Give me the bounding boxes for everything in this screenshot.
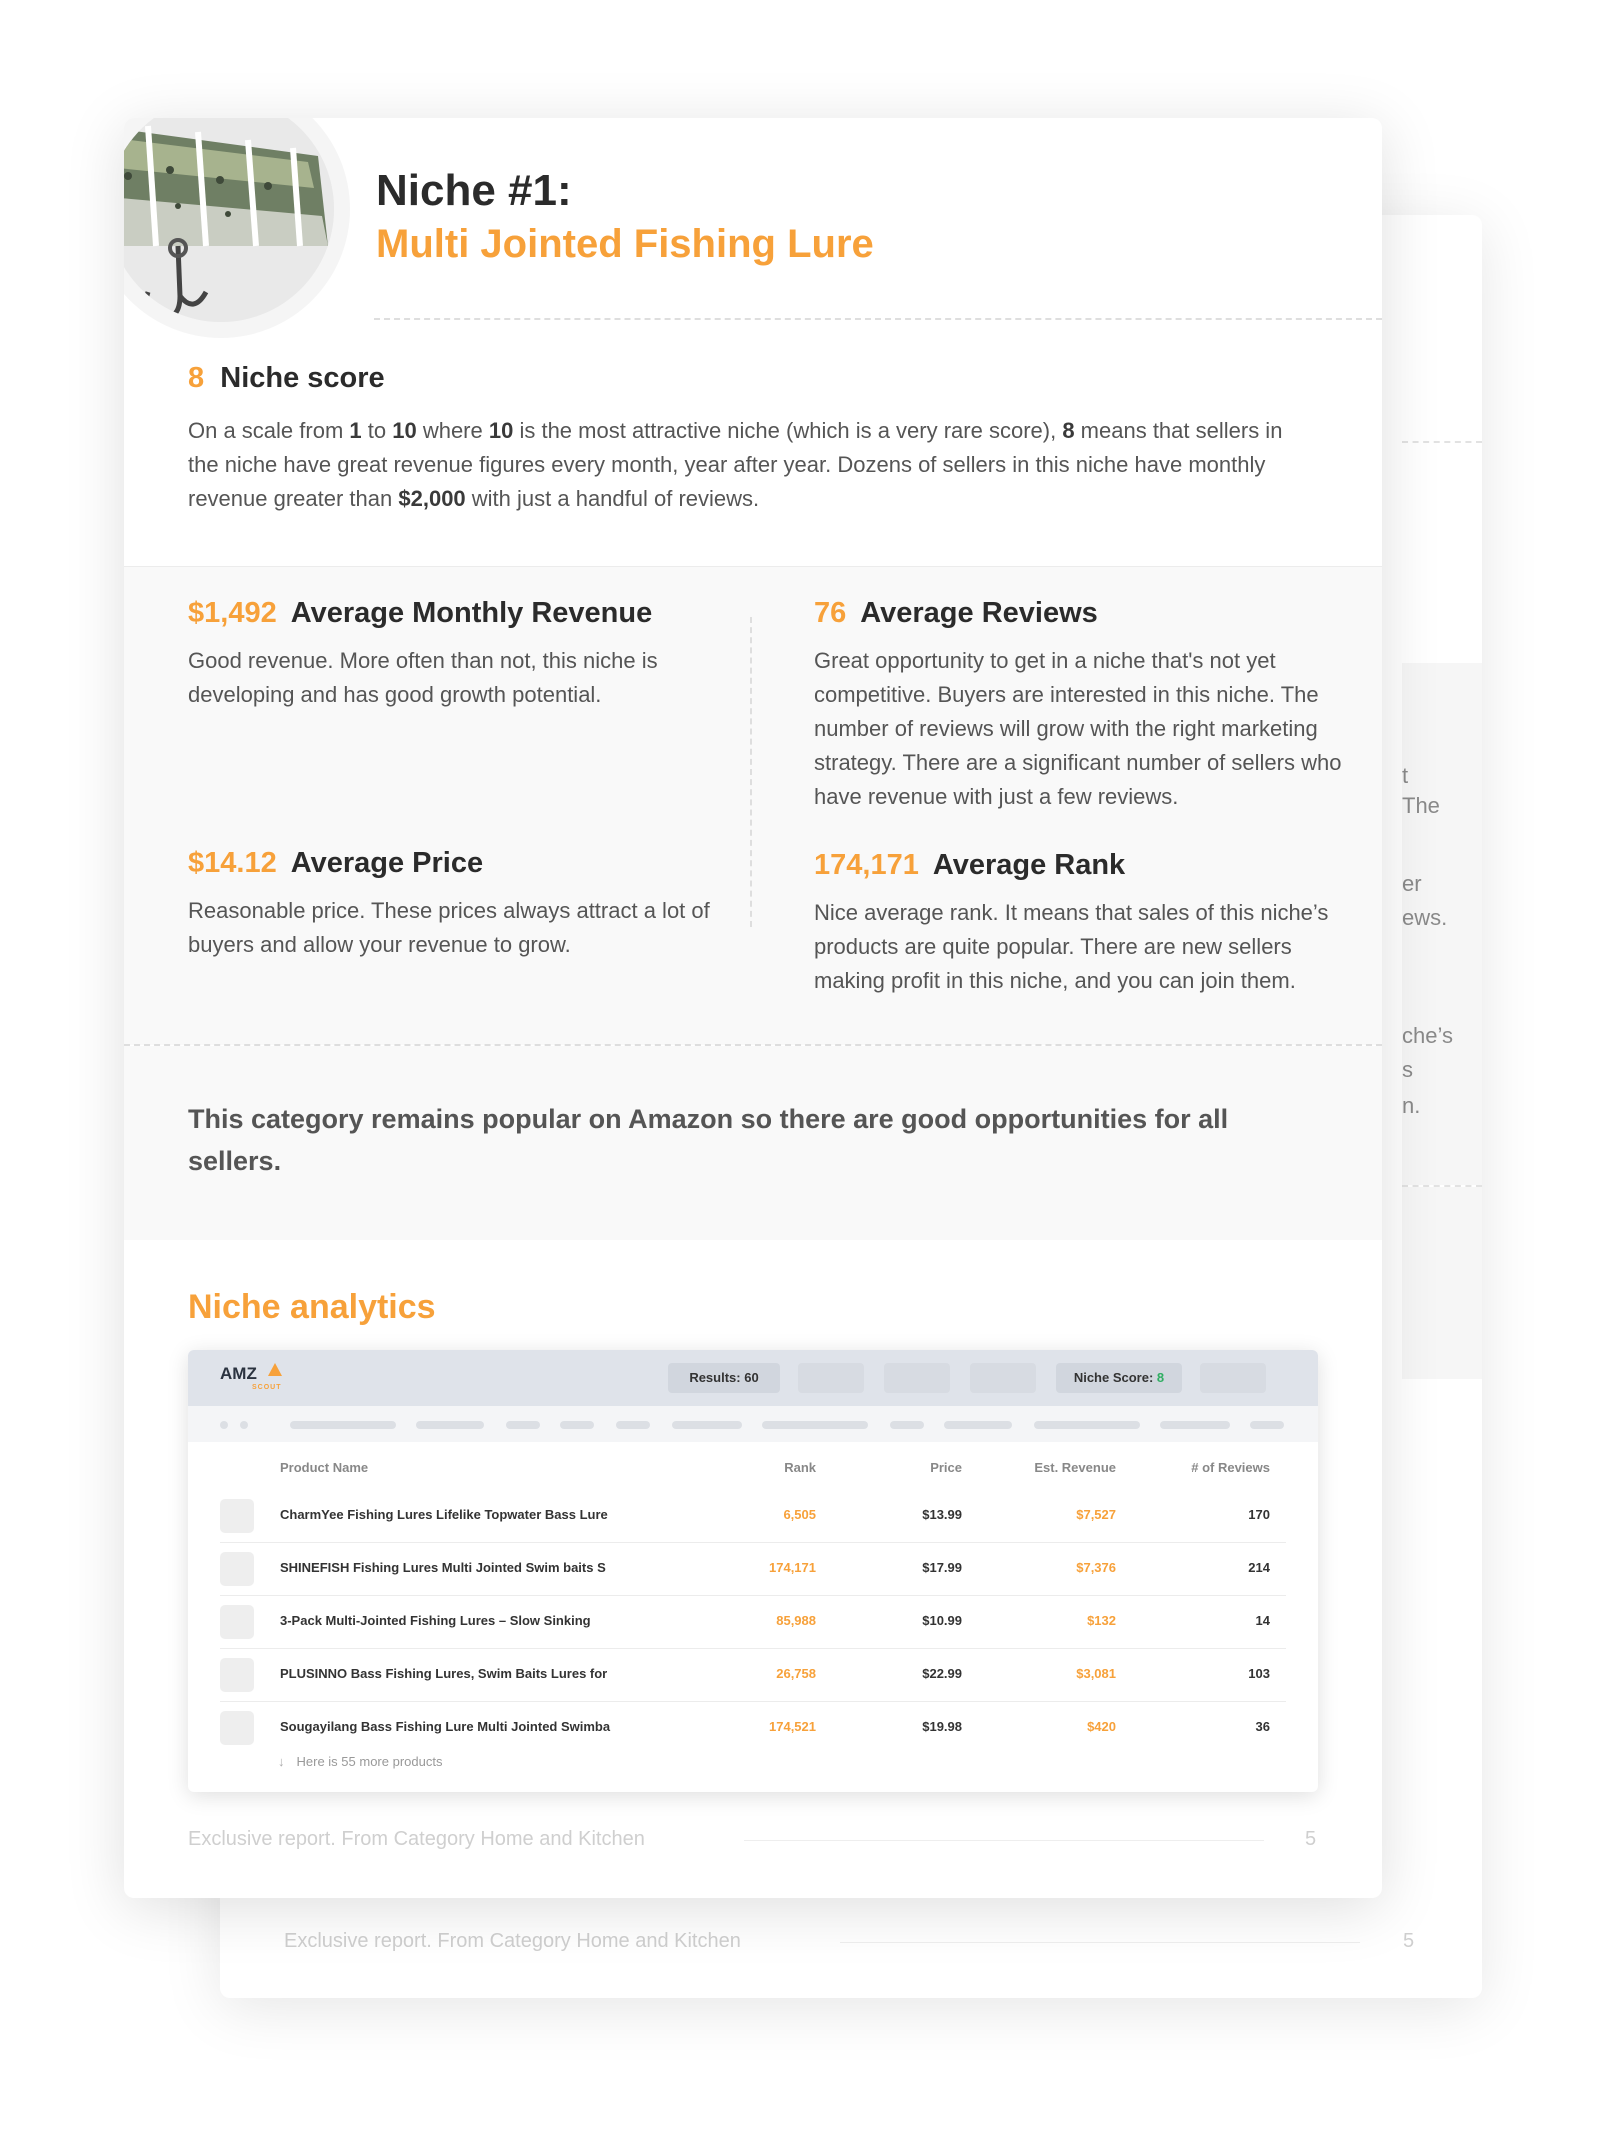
metric-value: 174,171 xyxy=(814,849,919,881)
analytics-title: Niche analytics xyxy=(188,1288,436,1326)
footer-line xyxy=(744,1840,1264,1841)
toolbar-placeholder-button[interactable] xyxy=(884,1363,950,1393)
column-header-revenue[interactable]: Est. Revenue xyxy=(1034,1460,1116,1475)
metric-label: Average Rank xyxy=(932,849,1126,881)
report-page xyxy=(124,118,1382,1898)
row-checkbox[interactable] xyxy=(220,1711,254,1745)
metric-price xyxy=(188,847,728,962)
product-thumbnail xyxy=(124,118,334,322)
analytics-widget xyxy=(188,1350,1318,1792)
product-revenue: $132 xyxy=(1087,1613,1116,1628)
logo-arrow-icon xyxy=(266,1360,284,1378)
niche-score-pill[interactable]: Niche Score: 8 xyxy=(1056,1363,1182,1393)
back-page-text: che’s xyxy=(1402,1023,1453,1048)
fishing-lure-image xyxy=(124,118,334,322)
product-revenue: $420 xyxy=(1087,1719,1116,1734)
table-row[interactable] xyxy=(220,1596,1286,1649)
back-page-text: s xyxy=(1402,1057,1413,1082)
product-revenue: $3,081 xyxy=(1076,1666,1116,1681)
product-price: $10.99 xyxy=(922,1613,962,1628)
product-price: $22.99 xyxy=(922,1666,962,1681)
callout-section xyxy=(124,1046,1382,1240)
back-page-text: er xyxy=(1402,871,1422,896)
metrics-section xyxy=(124,566,1382,1045)
widget-filter-bar xyxy=(188,1406,1318,1442)
table-row[interactable] xyxy=(220,1490,1286,1543)
metric-reviews xyxy=(814,597,1350,814)
product-reviews: 14 xyxy=(1255,1613,1270,1628)
product-revenue: $7,376 xyxy=(1076,1560,1116,1575)
metric-description: Nice average rank. It means that sales of this niche’s products are quite popular. There are new sellers making profit in this niche, and you can join them. xyxy=(814,900,1329,993)
back-page-text: n. xyxy=(1402,1093,1421,1118)
toolbar-placeholder-button[interactable] xyxy=(970,1363,1036,1393)
table-row[interactable] xyxy=(220,1649,1286,1702)
product-reviews: 36 xyxy=(1255,1719,1270,1734)
back-page-text: The xyxy=(1402,793,1440,818)
back-page-footer: Exclusive report. From Category Home and Kitchen xyxy=(284,1930,741,1952)
back-page-callout-band xyxy=(1402,1187,1482,1379)
product-rank: 26,758 xyxy=(776,1666,816,1681)
back-page-divider xyxy=(1402,441,1482,443)
product-name[interactable]: SHINEFISH Fishing Lures Multi Jointed Swim baits S xyxy=(280,1560,606,1575)
product-price: $17.99 xyxy=(922,1560,962,1575)
niche-title: Niche #1: xyxy=(376,166,572,215)
page-footer: Exclusive report. From Category Home and Kitchen xyxy=(188,1828,645,1850)
widget-toolbar xyxy=(188,1350,1318,1406)
metric-label: Average Monthly Revenue xyxy=(290,597,653,629)
metric-revenue xyxy=(188,597,688,712)
results-count-pill[interactable]: Results: 60 xyxy=(668,1363,780,1393)
header-divider xyxy=(374,318,1382,320)
product-reviews: 170 xyxy=(1248,1507,1270,1522)
product-name[interactable]: PLUSINNO Bass Fishing Lures, Swim Baits Lures for xyxy=(280,1666,608,1681)
amzscout-logo: AMZ SCOUT xyxy=(220,1364,257,1384)
back-page-footer-line xyxy=(840,1942,1360,1943)
metric-value: $1,492 xyxy=(188,597,277,629)
product-rank: 174,171 xyxy=(769,1560,816,1575)
metric-label: Average Reviews xyxy=(860,597,1098,629)
row-checkbox[interactable] xyxy=(220,1499,254,1533)
back-page-text: ews. xyxy=(1402,905,1448,930)
back-page-text: t xyxy=(1402,763,1409,788)
metric-value: 76 xyxy=(814,597,847,629)
product-revenue: $7,527 xyxy=(1076,1507,1116,1522)
page-number: 5 xyxy=(1305,1828,1317,1850)
more-products-link[interactable]: ↓ Here is 55 more products xyxy=(278,1754,443,1769)
table-row[interactable] xyxy=(220,1702,1286,1754)
row-checkbox[interactable] xyxy=(220,1552,254,1586)
product-name[interactable]: 3-Pack Multi-Jointed Fishing Lures – Slow Sinking xyxy=(280,1613,591,1628)
product-name[interactable]: CharmYee Fishing Lures Lifelike Topwater Bass Lure xyxy=(280,1507,608,1522)
product-price: $13.99 xyxy=(922,1507,962,1522)
metric-description: Reasonable price. These prices always attract a lot of buyers and allow your revenue to grow. xyxy=(188,898,710,957)
metric-description: Good revenue. More often than not, this niche is developing and has good growth potential. xyxy=(188,648,658,707)
product-reviews: 103 xyxy=(1248,1666,1270,1681)
product-price: $19.98 xyxy=(922,1719,962,1734)
niche-subtitle: Multi Jointed Fishing Lure xyxy=(376,222,874,266)
back-page-number: 5 xyxy=(1403,1930,1415,1952)
row-checkbox[interactable] xyxy=(220,1658,254,1692)
arrow-down-icon: ↓ xyxy=(278,1754,285,1769)
callout-text: This category remains popular on Amazon so there are good opportunities for all sellers. xyxy=(188,1104,1229,1176)
niche-score-description: On a scale from 1 to 10 where 10 is the most attractive niche (which is a very rare score), 8 means that sellers in the niche have great revenue figures every month, year after year. Dozens of sellers in this niche have monthly revenue greater than $2,000 with just a handful of reviews. xyxy=(188,418,1283,511)
metrics-divider xyxy=(750,617,752,927)
product-reviews: 214 xyxy=(1248,1560,1270,1575)
product-rank: 6,505 xyxy=(783,1507,816,1522)
toolbar-placeholder-button[interactable] xyxy=(798,1363,864,1393)
metric-label: Average Price xyxy=(290,847,484,879)
row-checkbox[interactable] xyxy=(220,1605,254,1639)
niche-score-value: 8 xyxy=(188,362,205,394)
toolbar-placeholder-button[interactable] xyxy=(1200,1363,1266,1393)
column-header-name[interactable]: Product Name xyxy=(280,1460,369,1475)
niche-score-heading xyxy=(188,362,385,395)
niche-score-label: Niche score xyxy=(220,362,385,394)
metric-description: Great opportunity to get in a niche that's not yet competitive. Buyers are interested in this niche. The number of reviews will grow with the right marketing strategy. There are a significant number of sellers who have revenue with just a few reviews. xyxy=(814,648,1342,809)
metric-value: $14.12 xyxy=(188,847,277,879)
column-header-price[interactable]: Price xyxy=(930,1460,962,1475)
product-rank: 85,988 xyxy=(776,1613,816,1628)
column-header-reviews[interactable]: # of Reviews xyxy=(1191,1460,1270,1475)
metric-rank xyxy=(814,849,1350,998)
product-rank: 174,521 xyxy=(769,1719,816,1734)
table-row[interactable] xyxy=(220,1543,1286,1596)
product-name[interactable]: Sougayilang Bass Fishing Lure Multi Jointed Swimba xyxy=(280,1719,611,1734)
column-header-rank[interactable]: Rank xyxy=(784,1460,816,1475)
